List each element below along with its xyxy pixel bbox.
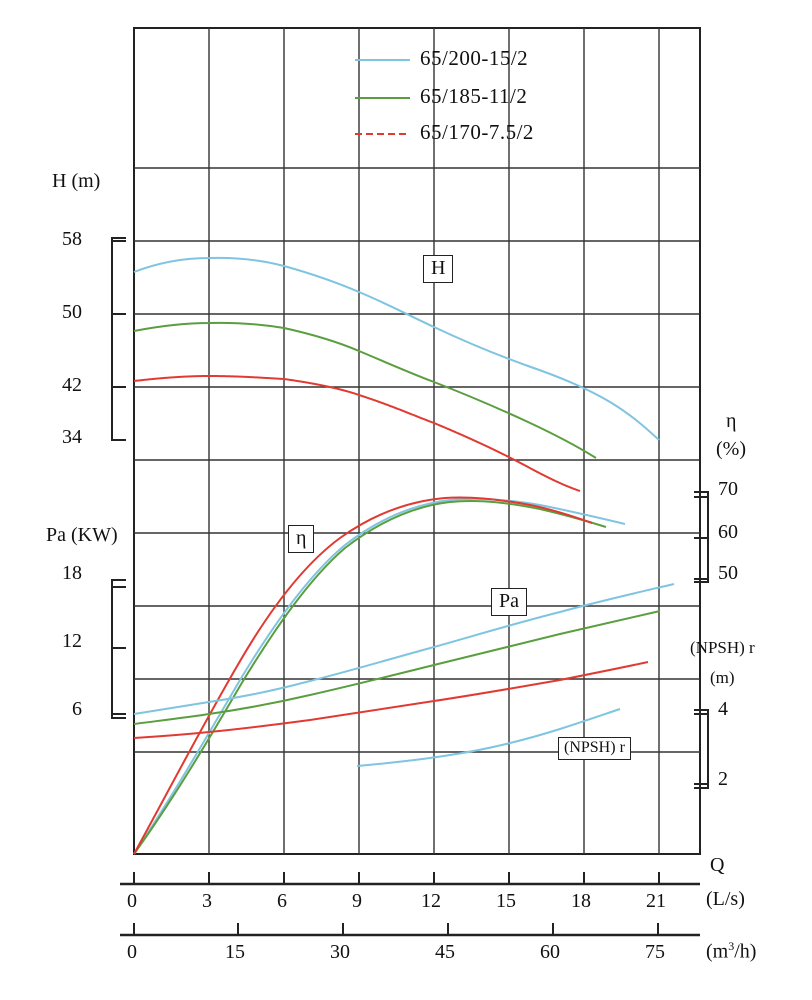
h-tick-34: 34 [62,426,82,448]
q-unit-tail: /h) [734,940,757,963]
h-tick-58: 58 [62,228,82,250]
curve-label-h: H [423,255,453,283]
eta-tick-50: 50 [718,562,738,584]
q-unit-exponent: 3 [728,939,735,953]
pa-axis-bracket [112,580,126,718]
pa-tick-18: 18 [62,562,82,584]
npsh-axis-title: (NPSH) r [690,638,755,657]
pa-tick-6: 6 [72,698,82,720]
x-tick-secondary-3: 45 [435,941,455,963]
x-tick-secondary-0: 0 [127,941,137,963]
x-tick-primary-1: 3 [202,890,212,912]
h-tick-50: 50 [62,301,82,323]
legend-label-0: 65/200-15/2 [420,46,529,70]
eta-axis-title-symbol: η [726,410,737,432]
q-axis-unit-ls: (L/s) [706,888,745,910]
x-tick-primary-0: 0 [127,890,137,912]
eta-axis-title-unit: (%) [716,438,746,460]
legend-label-2: 65/170-7.5/2 [420,120,534,144]
x-tick-primary-7: 21 [646,890,666,912]
x-tick-primary-2: 6 [277,890,287,912]
x-tick-primary-3: 9 [352,890,362,912]
x-tick-primary-6: 18 [571,890,591,912]
pa-axis-title: Pa (KW) [46,524,118,546]
eta-tick-60: 60 [718,521,738,543]
q-unit-m: (m [706,940,729,963]
h-axis-bracket [112,238,126,440]
h-tick-42: 42 [62,374,82,396]
curve-label-npsh: (NPSH) r [558,737,631,760]
curve-label-pa: Pa [491,588,527,616]
x-tick-secondary-1: 15 [225,941,245,963]
x-tick-secondary-2: 30 [330,941,350,963]
x-tick-secondary-5: 75 [645,941,665,963]
curve-label-eta: η [288,525,314,553]
pa-tick-12: 12 [62,630,82,652]
x-axis-primary-ticks [134,872,659,884]
h-axis-title: H (m) [52,170,101,192]
npsh-tick-2: 2 [718,768,728,790]
legend-label-1: 65/185-11/2 [420,84,528,108]
x-tick-secondary-4: 60 [540,941,560,963]
x-axis-secondary-ticks [134,923,658,935]
x-tick-primary-4: 12 [421,890,441,912]
npsh-tick-4: 4 [718,698,728,720]
eta-tick-70: 70 [718,478,738,500]
npsh-axis-unit: (m) [710,668,735,687]
q-axis-unit-m3h [706,939,756,964]
q-axis-label: Q [710,854,725,876]
x-tick-primary-5: 15 [496,890,516,912]
